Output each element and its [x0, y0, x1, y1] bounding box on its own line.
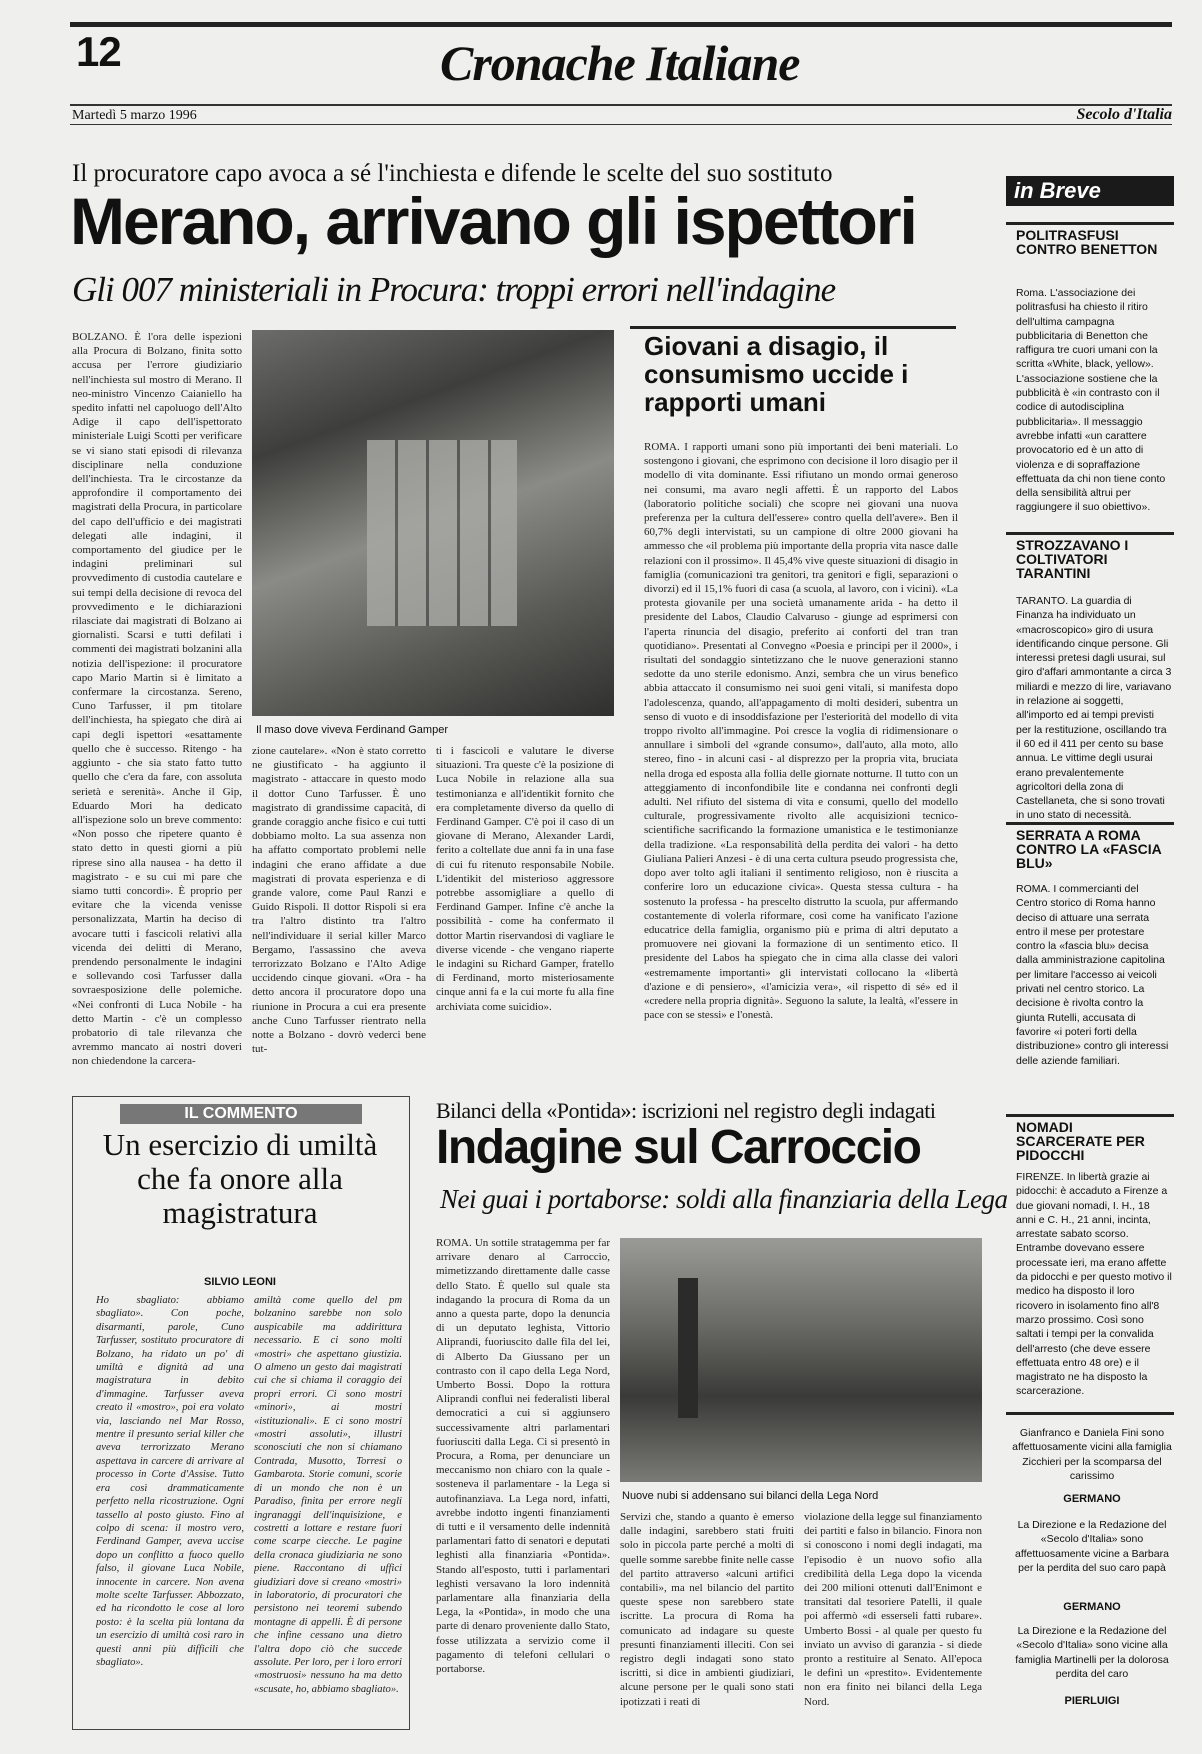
brief-rule	[1006, 532, 1174, 535]
brief-banner	[1006, 176, 1174, 206]
comment-column-1: Ho sbagliato: abbiamo sbagliato». Con poche, disarmanti, parole, Cuno Tarfusser, sostituto procuratore di Bolzano, ha ridato un po' di umiltà e dignità ad una magistratura in debito d'immagine. Tarfusser aveva creato il «mostro», poi era volato via, lasciando nel Mar Rosso, mentre il presunto serial killer che aveva terrorizzato Merano aspettava in carcere di arrivare al processo in Corte d'Assise. Tutto era così drammaticamente perfetto nella ricostruzione. Ogni tassello al posto giusto. Fino al colpo di scena: il mostro vero, Ferdinand Gamper, aveva uccise dopo un conflitto a fuoco quello falso, il giovane Luca Nobile, innocente in carcere. Non avena molte scelte Tarfusser. Abbozzato, ed ha ricondotto le cose al loro posto: è la scelta più lontana da un esercizio di umiltà così raro in questi anni più difficili che sbagliato».	[96, 1295, 244, 1668]
lega-column-3: violazione della legge sul finanziamento dei partiti e falso in bilancio. Finora non si conoscono i nomi degli indagati, ma l'episodio è un nuovo sofio alla credibilità della Lega dopo la vicenda dei 200 milioni ottenuti dall'Enimont e transitati dal tesoriere Patelli, il quale poi affermò «di esserseli fatti rubare». Umberto Bossi - al quale per questo fu inviato un avviso di garanzia - si diede pronto a restituire al Senato. All'epoca le definì un «prestito». Evidentemente non era finito nei bilanci della Lega Nord.	[804, 1511, 982, 1708]
lega-photo-caption: Nuove nubi si addensano sui bilanci della Lega Nord	[622, 1490, 879, 1502]
top-rule	[70, 22, 1172, 27]
condolence-rule	[1006, 1412, 1174, 1415]
comment-label: IL COMMENTO	[120, 1104, 362, 1124]
condolence-text: Gianfranco e Daniela Fini sono affettuosamente vicini alla famiglia Zicchieri per la scomparsa del carissimo	[1012, 1427, 1172, 1482]
issue-date: Martedì 5 marzo 1996	[72, 108, 197, 123]
lega-subhead: Nei guai i portaborse: soldi alla finanziaria della Lega	[440, 1184, 1008, 1214]
main-column-1: BOLZANO. È l'ora delle ispezioni alla Procura di Bolzano, finita sotto accusa per l'errore giudiziario nell'inchiesta sul mostro di Merano. Il neo-ministro Vincenzo Caianiello ha spedito infatti nel capoluogo dell'Alto Adige il capo dell'ispettorato ministeriale Luigi Scotti per verificare se vi siano stati episodi di rilevanza disciplinare nella conduzione dell'inchiesta. Tra le circostanze da approfondire il comportamento dei magistrati della Procura, in particolare del capo dell'ufficio e dei magistrati delegati alle indagini, il comportamento del giudice per le indagini preliminari sul provvedimento di custodia cautelare e sui tempi della decisione di revoca del provvedimento e le dichiarazioni rilasciate dai magistrati di Bolzano ai giornalisti. Scarsi e tutti defilati i commenti dei magistrati bolzanini alla notizia dell'ispezione: il procuratore capo Mario Martin si è limitato a confermare la circostanza. Sereno, Cuno Tarfusser, il pm titolare dell'inchiesta, ha spiegato che dirà ai capi degli ispettori «esattamente quello che è successo. Ritengo - ha aggiunto - che sia stato fatto tutto quello che c'era da fare, con assoluta serietà e serenità». Anche il Gip, Eduardo Mori ha dedicato all'ispezione solo un breve commento: «Non posso che ripetere quanto è stato detto in questi giorni a più riprese sino alla nausea - ha detto il magistrato - e su cui mi pare che siamo tutti concordi». È proprio per evitare che la vicenda venisse personalizzata, Martin ha deciso di avocare tutti i fascicoli relativi alla vicenda dei delitti di Merano, prendendo personalmente le indagini e sollevando così Tarfusser dalla sovraesposizione delle polemiche. «Nei confronti di Luca Nobile - ha detto Martin - c'è un complesso probatorio di tale rilevanza che avremmo mancato ai nostri doveri non chiedendone la carcera-	[72, 331, 242, 1068]
brief-text: FIRENZE. In libertà grazie ai pidocchi: è accaduto a Firenze a due giovani nomadi, I. H., 18 anni e C. H., 21 anni, incinta, arrestate sabato scorso. Entrambe dovevano essere processate ieri, ma erano affette da pidocchi e per questo motivo il medico ha disposto il loro ricovero in isolamento fino all'8 marzo prossimo. Così sono saltati i tempi per la convalida dell'arresto (che deve essere effettuata entro 48 ore) e il magistrato ne ha disposto la scarcerazione.	[1016, 1171, 1172, 1398]
photo-window	[367, 440, 517, 626]
paper-name: Secolo d'Italia	[1076, 106, 1172, 123]
side-headline: Giovani a disagio, il consumismo uccide i rapporti umani	[644, 331, 909, 417]
main-subhead: Gli 007 ministeriali in Procura: troppi errori nell'indagine	[72, 270, 836, 309]
condolence-name: PIERLUIGI	[1064, 1695, 1120, 1707]
condolence-name: GERMANO	[1063, 1493, 1121, 1505]
brief-headline: SERRATA A ROMA CONTRO LA «FASCIA BLU»	[1016, 827, 1162, 871]
brief-banner-title: in Breve	[1014, 178, 1101, 203]
main-kicker: Il procuratore capo avoca a sé l'inchiesta e difende le scelte del suo sostituto	[72, 160, 833, 187]
main-headline: Merano, arrivano gli ispettori	[70, 184, 916, 258]
main-column-2: zione cautelare». «Non è stato corretto ne giustificato - ha aggiunto il magistrato - attaccare in questo modo il dottor Cuno Tarfusser. È uno magistrato di grandissime capacità, di grande coraggio anche fisico e cui tutti dobbiamo molto. La sua assenza non ha affatto comportato problemi nelle indagini che erano affidate a due magistrati di provata esperienza e di grande valore, come Paul Ranzi e Guido Rispoli. Il dottor Rispoli si era tra l'altro distinto tra l'altro nell'individuare il serial killer Marco Bergamo, l'assassino che aveva terrorizzato Bolzano e l'Alto Adige uccidendo cinque giovani. «Ora - ha detto ancora il procuratore dopo una riunione in Procura a cui era presente anche Cuno Tarfusser rientrato nella notte a Bolzano - dovrò vederci bene tut-	[252, 745, 426, 1056]
comment-title: Un esercizio di umiltà che fa onore alla magistratura	[102, 1127, 378, 1230]
main-photo	[252, 330, 614, 716]
condolence-text: La Direzione e la Redazione del «Secolo d'Italia» sono vicine alla famiglia Martinelli per la dolorosa perdita del caro	[1015, 1625, 1169, 1680]
condolence-text: La Direzione e la Redazione del «Secolo d'Italia» sono affettuosamente vicine a Barbara per la perdita del suo caro papà	[1015, 1519, 1169, 1574]
brief-headline: POLITRASFUSI CONTRO BENETTON	[1016, 227, 1158, 257]
brief-text: ROMA. I commercianti del Centro storico di Roma hanno deciso di attuare una serrata entro il mese per protestare contro la «fascia blu» decisa dalla amministrazione capitolina per limitare l'accesso ai veicoli privati nel centro storico. La decisione è rivolta contro la giunta Rutelli, accusata di favorire «i poteri forti della distribuzione» contro gli interessi delle aziende familiari.	[1016, 883, 1169, 1067]
lega-photo	[620, 1238, 982, 1482]
side-story-rule	[630, 326, 956, 329]
lega-column-1: ROMA. Un sottile stratagemma per far arrivare denaro al Carroccio, mimetizzando direttamente dalle casse dello Stato. È quello sul quale sta indagando la procura di Roma da un anno a questa parte, dopo la denuncia di un deputato leghista, Vittorio Aliprandi, fuoriuscito dalle fila del lei, di Alberto Da Giussano per un contrasto con il capo della Lega Nord, Umberto Bossi. Dopo la rottura Aliprandi confluì nei federalisti liberal democratici a cui si aggiunsero successivamente altri parlamentari fuoriusciti dalla Lega. Ci si presentò in Procura, a Roma, per denunciare un meccanismo non chiaro con la quale - sosteneva il parlamentare - la Lega si autofinanziava. La Lega nord, infatti, avrebbe indotto ingenti finanziamenti di tutti e il versamento delle indennità parlamentari fatto di senatori e deputati leghisti alla finanziaria «Pontida». Stando all'esposto, tutti i parlamentari leghisti versavano la loro indennità parlamentare alla finanziaria della Lega, la «Pontida», in modo che una parte di denaro proveniente dallo Stato, fosse utilizzata a servizio come il pagamento di telefoni cellulari o portaborse.	[436, 1237, 610, 1676]
brief-headline: NOMADI SCARCERATE PER PIDOCCHI	[1016, 1119, 1145, 1163]
lega-headline: Indagine sul Carroccio	[436, 1121, 921, 1174]
brief-text: TARANTO. La guardia di Finanza ha individuato un «macroscopico» giro di usura identificando cinque persone. Gli interessi pretesi dagli usurai, sul giro d'affari ammontante a circa 3 miliardi e mezzo di lire, variavano in relazione ai soggetti, all'importo ed ai tempi previsti per la restituzione, oscillando tra il 60 ed il 411 per cento su base annua. Le vittime degli usurai erano prevalentemente agricoltori della zona di Castellaneta, che si sono trovati in uno stato di necessità.	[1016, 595, 1172, 822]
comment-column-2: amiltà come quello del pm bolzanino sarebbe non solo auspicabile ma addirittura necessario. E ci sono molti «mostri» che aspettano giustizia. O almeno un gesto dai magistrati cui che si chiama il coraggio dei propri errori. Ci sono mostri «minori», ai mostri «istituzionali». E ci sono mostri «mostri assoluti», illustri sconosciuti che non si chiamano Contrada, Musotto, Torresi o Gambarota. Storie comuni, scorie di un mondo che non è un Paradiso, finita per errore negli ingranaggi dell'inquisizione, e costretti a lottare e restare fuori come scarpe ciecche. Le pagine della cronaca giudiziaria ne sono piene. Raccontano di uffici giudiziari dove si creano «mostri» in laboratorio, di procuratori che persistono nei teoremi subendo montagne di appelli. È di persone che infine cessano una dietro l'altra dopo ciò che succede assolute. Per loro, per i loro errori «mostruosi» nessuno ha ma detto «scusate, ho, abbiamo sbagliato».	[254, 1295, 402, 1695]
brief-rule	[1006, 1114, 1174, 1117]
brief-text: Roma. L'associazione dei politrasfusi ha chiesto il ritiro dell'ultima campagna pubblicitaria di Benetton che raffigura tre cuori umani con la scritta «White, black, yellow». L'associazione sostiene che la pubblicità è «in contrasto con il codice di autodisciplina pubblicitaria». Il messaggio avrebbe infatti «un carattere provocatorio ed è un atto di violenza e di sopraffazione effettuata da chi non tiene conto della sensibilità altrui per raggiungere il suo obiettivo».	[1016, 287, 1166, 514]
brief-rule	[1006, 822, 1174, 825]
header-rule-bottom	[70, 124, 1172, 125]
statue-figure	[678, 1278, 698, 1418]
brief-rule	[1006, 222, 1174, 225]
comment-author: SILVIO LEONI	[204, 1276, 276, 1288]
lega-column-2: Servizi che, stando a quanto è emerso dalle indagini, sarebbero stati fruiti solo in piccola parte perché a molti di quelle somme sarebbe finite nelle casse del partito attraverso «alcuni artifici contabili», ma nel bilancio del partito queste spese non sarebbero state iscritte. La procura di Roma ha comunicato ad indagare su queste presunti finanziamenti illeciti. Con sei registro degli indagati sono stato iscritti, si dice in ambienti giudiziari, alcune persone per le quali sono stati ipotizzati i reati di	[620, 1511, 794, 1708]
brief-headline: STROZZAVANO I COLTIVATORI TARANTINI	[1016, 537, 1129, 581]
lega-kicker: Bilanci della «Pontida»: iscrizioni nel registro degli indagati	[436, 1098, 936, 1123]
header-rule	[70, 104, 1172, 106]
condolence-name: GERMANO	[1063, 1601, 1121, 1613]
page-number: 12	[76, 28, 121, 75]
main-photo-caption: Il maso dove viveva Ferdinand Gamper	[256, 724, 448, 736]
section-title: Cronache Italiane	[440, 35, 800, 91]
main-column-3: ti i fascicoli e valutare le diverse situazioni. Tra queste c'è la posizione di Luca Nobile in relazione alla sua testimonianza e all'identikit fornito che era completamente diverso da quello di Ferdinand Gamper. C'è poi il caso di un giovane di Merano, Alexander Lardi, ferito a coltellate due anni fa in una fase di cui fu ritenuto responsabile Nobile. L'identikit del misterioso aggressore potrebbe assomigliare a quello di Ferdinand Gamper. Infine c'è anche la possibilità - come ha confermato il dottor Martin riservandosi di vagliare le diverse vicende - che vengano riaperte le indagini su Richard Gamper, fratello di Ferdinand, morto misteriosamente cinque anni fa e la cui morte fu alla fine archiviata come suicidio».	[436, 745, 614, 1013]
side-story-text: ROMA. I rapporti umani sono più importanti dei beni materiali. Lo sostengono i giovani, che esprimono con decisione il loro disagio per il modello di vita dominante. Essi rifiutano un mondo ormai generoso nei consumi, ma avaro negli affetti. È un rapporto del Labos (laboratorio politiche sociali) che scopre nei giovani una nuova preferenza per la cultura dell'essere» contro quella dell'avere». Ben il 60,7% degli intervistati, su un campione di oltre 2000 giovani ha ammesso che «il problema più importante della propria vita nasce dalle relazioni con il prossimo». Il 45,4% vive queste situazioni di disagio in famiglia (comunicazioni tra genitori, tra genitori e figli, separazioni o divorzi) ed il 15,1% fuori di casa (a scuola, al lavoro, con i vicini). «La protesta giovanile per una società umanamente arida - ha detto il presidente del Labos, Claudio Calvaruso - giunge ad esprimersi con l'aperta rinuncia del disagio, preferito ai conforti del tran tran quotidiano». Presentati al Convegno «Poesia e principi per il 2000», i risultati del sondaggio sintetizzano che le nuove generazioni stanno sedotte da uno sterile edonismo. Anzi, sembra che un virus benefico abbia attaccato il consumismo nei suoi geni vitali, si manifesta dopo l'adolescenza, quando, all'appagamento di molti desideri, subentra un senso di vuoto e di insoddisfazione per l'esteriorità del modello di vita troppo rivolto all'immagine. Poi cresce la voglia di ridimensionare o annullare i simboli del «grande consumo», dall'auto, alla moto, allo stereo, fino - in alcuni casi - al disprezzo per la propria vita, bruciata nella droga ed esposta alla follia delle giornate notturne. Il tutto con un atteggiamento di inconfondibile lite e condanna nei confronti degli adulti. Nel rifiuto del sistema di vita e consumi, quello del modello culturale, progressivamente rivolto alle acquisizioni tecnico-scientifiche sacrificando la formazione umanistica e le testimonianze della tradizione. «La responsabilità della perdita dei valori - ha detto Giuliana Palieri Anzesi - è di una certa cultura pseudo progressista che, dopo aver tolto agli italiani il sentimento religioso, non è riuscita a conferire loro un educazione civica». Questa stessa cultura - ha sostenuto la professa - ha prescelto distrutto la scuola, pur affermando costantemente di volerla riformare, così come ha vanificato l'azione educatrice della famiglia, organismo più e prima di altri deputato a promuovere nei giovani la formazione di un sentimento etico. Il presidente del Labos ha spiegato che in cima alla classe dei valori «estremamente importanti» gli intervistati collocano la «libertà d'azione e di pensiero», «l'amicizia vera», «il rispetto di sé» ed il «credere nella propria dignità». Seguono la salute, la lealtà, «l'essere in pace con se stessi» e l'onestà.	[644, 441, 958, 1022]
